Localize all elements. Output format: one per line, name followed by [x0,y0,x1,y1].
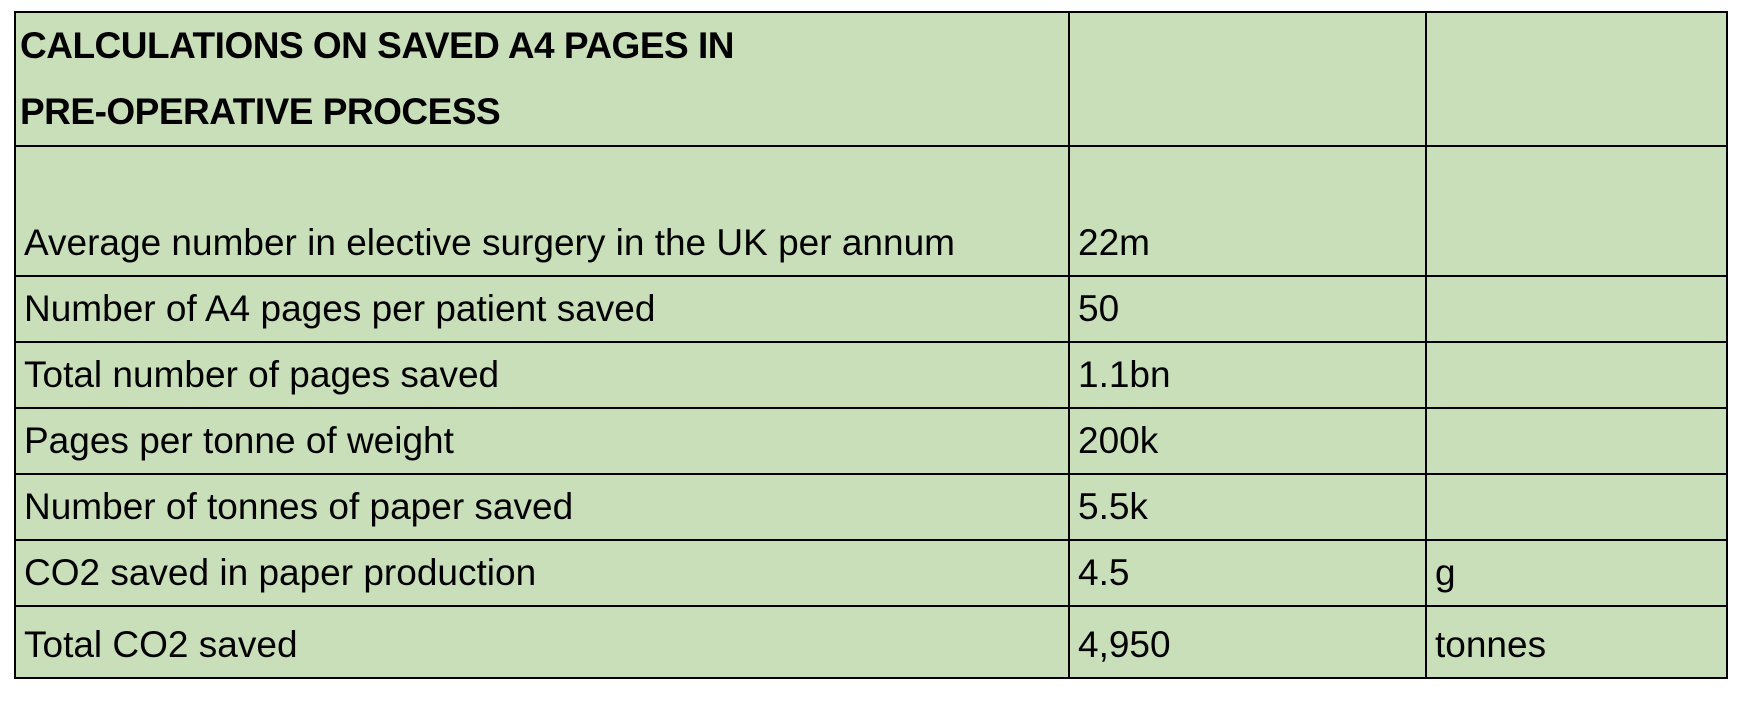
table-row [15,276,1727,342]
table-row [15,408,1727,474]
row-unit [1426,408,1727,474]
row-unit [1426,342,1727,408]
row-unit: g [1426,540,1727,606]
calculations-table [14,11,1728,679]
row-label: Average number in elective surgery in the UK per annum [15,146,1069,276]
table-title-cell [15,12,1069,146]
row-label: Number of tonnes of paper saved [15,474,1069,540]
row-label: Number of A4 pages per patient saved [15,276,1069,342]
empty-cell [1069,12,1426,146]
table-row [15,342,1727,408]
table-title-line-1: CALCULATIONS ON SAVED A4 PAGES IN [20,25,734,66]
table-header-row [15,12,1727,146]
row-unit [1426,276,1727,342]
row-value: 200k [1069,408,1426,474]
row-label: Total CO2 saved [15,606,1069,678]
row-label: CO2 saved in paper production [15,540,1069,606]
table-title-line-2: PRE-OPERATIVE PROCESS [20,91,501,132]
empty-cell [1426,12,1727,146]
row-value: 5.5k [1069,474,1426,540]
row-unit: tonnes [1426,606,1727,678]
row-label: Pages per tonne of weight [15,408,1069,474]
row-unit [1426,474,1727,540]
table-row [15,474,1727,540]
row-value: 50 [1069,276,1426,342]
row-value: 1.1bn [1069,342,1426,408]
table-row [15,146,1727,276]
table-row [15,606,1727,678]
row-label: Total number of pages saved [15,342,1069,408]
table-row [15,540,1727,606]
row-value: 22m [1069,146,1426,276]
row-unit [1426,146,1727,276]
row-value: 4,950 [1069,606,1426,678]
row-value: 4.5 [1069,540,1426,606]
